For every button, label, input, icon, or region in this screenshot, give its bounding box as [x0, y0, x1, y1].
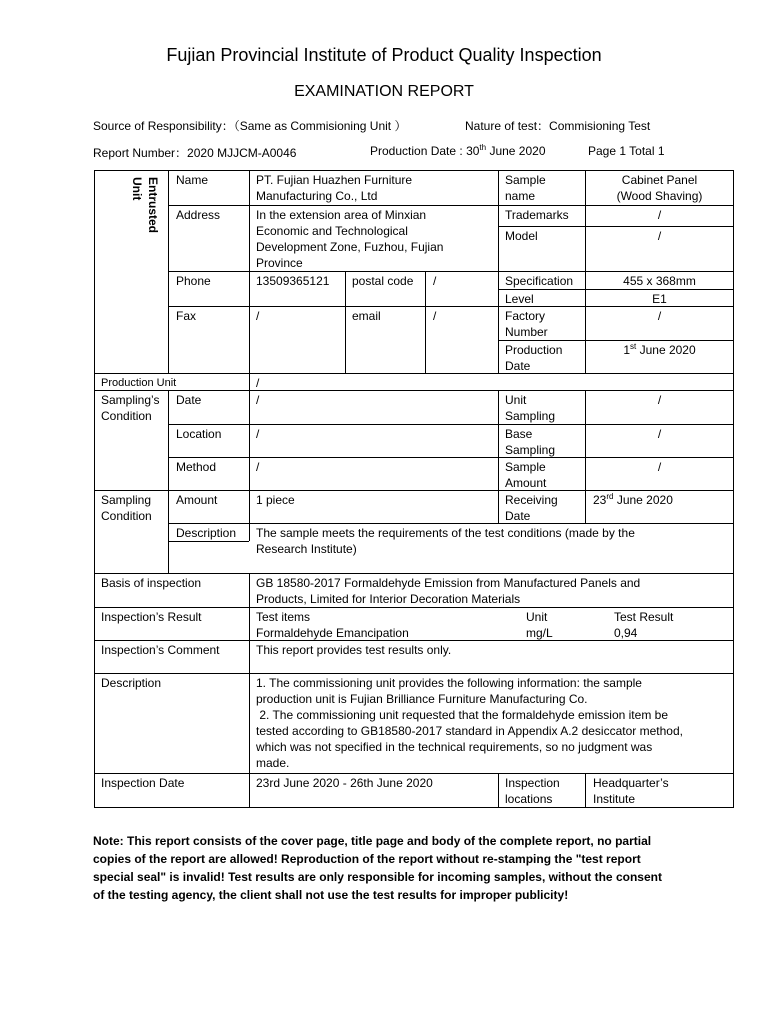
entrusted-unit-label: Entrusted Unit	[130, 177, 160, 234]
method-value: /	[256, 460, 260, 474]
production-date	[370, 144, 546, 158]
amount-label: Amount	[176, 493, 218, 507]
sample-amount-value: /	[657, 460, 662, 474]
method-label: Method	[176, 460, 217, 474]
inspection-locations-label	[505, 775, 560, 807]
location-label: Location	[176, 427, 222, 441]
receiving-day: 23	[593, 493, 607, 507]
address-line4: Province	[256, 256, 303, 270]
receiving-date-line1: Receiving	[505, 493, 558, 507]
sample-description-line1: The sample meets the requirements of the test conditions (made by the	[256, 526, 635, 540]
source-label: Source of Responsibility：	[93, 119, 234, 133]
production-date-rest: June 2020	[489, 144, 546, 158]
receiving-rest: June 2020	[616, 493, 673, 507]
phone-value: 13509365121	[256, 274, 330, 288]
unit-sampling-label	[505, 392, 555, 424]
production-unit-value: /	[256, 376, 260, 390]
email-label: email	[352, 309, 381, 323]
address-label: Address	[176, 208, 221, 222]
receiving-date-value	[593, 492, 673, 508]
result-unit: mg/L	[526, 626, 553, 640]
institute-title: Fujian Provincial Institute of Product Quality Inspection	[166, 45, 602, 65]
sample-name-label-line2: name	[505, 189, 536, 203]
report-number-value: 2020 MJJCM-A0046	[187, 146, 297, 160]
result-items-header: Test items	[256, 610, 311, 624]
report-title: EXAMINATION REPORT	[294, 83, 474, 100]
description-line4: tested according to GB18580-2017 standard in Appendix A.2 desiccator method,	[256, 724, 683, 738]
address-line2: Economic and Technological	[256, 224, 408, 238]
description-line2: production unit is Fujian Brilliance Furniture Manufacturing Co.	[256, 692, 588, 706]
result-label: Inspection’s Result	[101, 610, 202, 624]
specification-value: 455 x 368mm	[623, 274, 696, 288]
description-line1: 1. The commissioning unit provides the following information: the sample	[256, 676, 642, 690]
sampling-condition-label	[101, 492, 152, 524]
sample-amount-line1: Sample	[505, 460, 546, 474]
basis-label: Basis of inspection	[101, 576, 202, 590]
postal-code-value: /	[433, 274, 437, 288]
unit-sampling-value: /	[657, 393, 662, 407]
base-sampling-label	[505, 426, 555, 458]
postal-code-label: postal code	[352, 274, 414, 288]
inspection-date-value: 23rd June 2020 - 26th June 2020	[256, 776, 433, 790]
production-date-label: Production Date :	[370, 144, 463, 158]
nature-label: Nature of test：	[465, 119, 550, 133]
unit-sampling-line1: Unit	[505, 393, 527, 407]
page-info: Page 1 Total 1	[588, 144, 665, 158]
basis-value	[256, 575, 640, 607]
prod-date-rest: June 2020	[639, 343, 696, 357]
note-line3: special seal" is invalid! Test results are only responsible for incoming samples, without the consent	[93, 870, 662, 884]
sample-name-value-line2: (Wood Shaving)	[616, 189, 703, 203]
address-line1: In the extension area of Minxian	[256, 208, 427, 222]
specification-label: Specification	[505, 274, 574, 288]
sample-name-value-line1: Cabinet Panel	[621, 173, 698, 187]
sample-description	[256, 525, 635, 557]
trademarks-label: Trademarks	[505, 208, 569, 222]
receiving-suffix: rd	[606, 492, 614, 501]
basis-line2: Products, Limited for Interior Decoration Materials	[256, 592, 521, 606]
factory-number-label	[505, 308, 548, 340]
sampling-date-value: /	[256, 393, 260, 407]
report-number	[93, 144, 296, 161]
production-date-cell-label	[505, 342, 562, 374]
comment-value: This report provides test results only.	[256, 643, 452, 657]
sampling-condition-line1: Sampling	[101, 493, 152, 507]
name-value-line1: PT. Fujian Huazhen Furniture	[256, 173, 413, 187]
name-value	[256, 172, 412, 204]
description-label: Description	[101, 676, 162, 690]
samplings-condition-line2: Condition	[101, 409, 152, 423]
description-line3: 2. The commissioning unit requested that the formaldehyde emission item be	[256, 708, 668, 722]
report-number-label: Report Number：	[93, 146, 188, 160]
level-value: E1	[652, 292, 667, 306]
inspection-locations-line1: Inspection	[505, 776, 560, 790]
sample-description-line2: Research Institute)	[256, 542, 357, 556]
factory-number-label-line1: Factory	[505, 309, 546, 323]
inspection-locations-value-line2: Institute	[593, 792, 636, 806]
source-of-responsibility	[93, 117, 406, 134]
inspection-date-label: Inspection Date	[101, 776, 185, 790]
address-value	[256, 207, 443, 271]
amount-value: 1 piece	[256, 493, 295, 507]
sample-name-label	[505, 172, 546, 204]
sampling-condition-line2: Condition	[101, 509, 152, 523]
note-line2: copies of the report are allowed! Reproduction of the report without re-stamping the "test report	[93, 852, 641, 866]
sample-amount-line2: Amount	[505, 476, 547, 490]
nature-of-test	[465, 117, 650, 134]
receiving-date-label	[505, 492, 558, 524]
factory-number-value: /	[657, 309, 662, 323]
address-line3: Development Zone, Fuzhou, Fujian	[256, 240, 444, 254]
model-label: Model	[505, 229, 538, 243]
sampling-date-label: Date	[176, 393, 202, 407]
nature-value: Commisioning Test	[549, 119, 651, 133]
name-label: Name	[176, 173, 209, 187]
phone-label: Phone	[176, 274, 211, 288]
samplings-condition-label	[101, 392, 159, 424]
inspection-locations-line2: locations	[505, 792, 553, 806]
model-value: /	[657, 229, 662, 243]
base-sampling-value: /	[657, 427, 662, 441]
note-line4: of the testing agency, the client shall not use the test results for improper publicity!	[93, 888, 569, 902]
result-item: Formaldehyde Emancipation	[256, 626, 409, 640]
level-label: Level	[505, 292, 534, 306]
description-value	[256, 675, 726, 771]
sample-name-label-line1: Sample	[505, 173, 546, 187]
sample-name-value	[586, 172, 733, 204]
name-value-line2: Manufacturing Co., Ltd	[256, 189, 378, 203]
sample-amount-label	[505, 459, 546, 491]
production-date-cell-label-line1: Production	[505, 343, 563, 357]
inspection-locations-value-line1: Headquarter’s	[593, 776, 669, 790]
base-sampling-line1: Base	[505, 427, 533, 441]
production-date-cell-value	[586, 342, 733, 358]
comment-label: Inspection’s Comment	[101, 643, 220, 657]
location-value: /	[256, 427, 260, 441]
description-line5: which was not specified in the technical requirements, so no judgment was	[256, 740, 653, 754]
report-note	[93, 832, 673, 904]
prod-date-day: 1	[623, 343, 631, 357]
source-value: （Same as Commisioning Unit ）	[233, 119, 407, 133]
samplings-condition-line1: Sampling’s	[101, 393, 160, 407]
trademarks-value: /	[657, 208, 662, 222]
fax-value: /	[256, 309, 260, 323]
description-label-small: Description	[176, 526, 237, 540]
note-line1: Note: This report consists of the cover page, title page and body of the complete report, no partial	[93, 834, 652, 848]
receiving-date-line2: Date	[505, 509, 531, 523]
result-value: 0,94	[614, 626, 638, 640]
basis-line1: GB 18580-2017 Formaldehyde Emission from Manufactured Panels and	[256, 576, 641, 590]
unit-sampling-line2: Sampling	[505, 409, 556, 423]
production-date-cell-label-line2: Date	[505, 359, 531, 373]
production-date-suffix: th	[479, 143, 487, 152]
description-line6: made.	[256, 756, 290, 770]
result-value-header: Test Result	[614, 610, 674, 624]
inspection-locations-value	[593, 775, 669, 807]
prod-date-suffix: st	[630, 342, 637, 351]
production-unit-label: Production Unit	[101, 377, 177, 389]
factory-number-label-line2: Number	[505, 325, 548, 339]
fax-label: Fax	[176, 309, 197, 323]
result-unit-header: Unit	[526, 610, 548, 624]
base-sampling-line2: Sampling	[505, 443, 556, 457]
production-date-day: 30	[466, 144, 480, 158]
email-value: /	[433, 309, 437, 323]
